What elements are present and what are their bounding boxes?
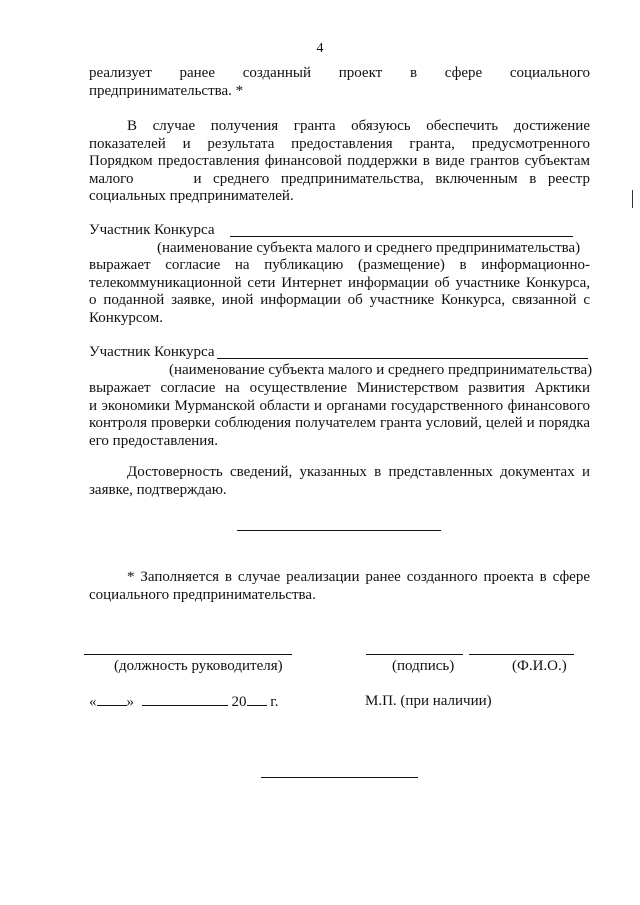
participant-name-line[interactable]: [230, 236, 573, 237]
quote-open: «: [89, 694, 97, 710]
text-line: и экономики Мурманской области и органами государственного финансового: [89, 397, 590, 414]
full-name-line[interactable]: [469, 654, 574, 655]
paragraph-confirmation: [89, 464, 590, 499]
year-suffix: г.: [270, 694, 279, 710]
text-fragment: и среднего предпринимательства, включенным в реестр: [193, 170, 590, 187]
year-prefix: 20: [231, 694, 247, 710]
stamp-label: М.П. (при наличии): [365, 693, 492, 709]
bottom-separator-line: [261, 777, 418, 778]
text-line: о поданной заявке, иной информации об участнике Конкурса, связанной с: [89, 292, 590, 308]
year-blank[interactable]: [247, 693, 267, 706]
text-line: социального предпринимательства.: [89, 586, 316, 603]
text-line: Достоверность сведений, указанных в представленных документах и: [127, 464, 590, 480]
participant-label: Участник Конкурса: [89, 222, 215, 238]
text-line: телекоммуникационной сети Интернет информации об участнике Конкурса,: [89, 274, 590, 291]
text-line: заявке, подтверждаю.: [89, 481, 227, 498]
page-number: 4: [316, 41, 324, 56]
participant-caption: (наименование субъекта малого и среднего предпринимательства): [157, 240, 581, 256]
month-blank[interactable]: [142, 693, 228, 706]
paragraph-consent-publication: [89, 257, 590, 327]
footnote: [89, 569, 590, 604]
text-line: выражает согласие на осуществление Министерством развития Арктики: [89, 380, 590, 396]
day-blank[interactable]: [97, 693, 127, 706]
text-line: Порядком предоставления финансовой поддержки в виде грантов субъектам: [89, 153, 590, 169]
participant-name-line[interactable]: [217, 358, 588, 359]
separator-line: [237, 530, 441, 531]
scan-edge-mark: [632, 190, 633, 208]
full-name-caption: (Ф.И.О.): [512, 658, 567, 674]
text-line: социальных предпринимателей.: [89, 188, 294, 204]
paragraph-consent-control: [89, 380, 590, 450]
text-line: [89, 171, 590, 189]
position-caption: (должность руководителя): [114, 658, 283, 674]
text-line: контроля проверки соблюдения получателем гранта условий, целей и порядка: [89, 415, 590, 431]
text-line: предпринимательства. *: [89, 82, 244, 99]
date-field: [89, 693, 278, 712]
quote-close: »: [126, 694, 134, 710]
text-line: Конкурсом.: [89, 309, 163, 326]
text-line: показателей и результата предоставления гранта, предусмотренного: [89, 135, 590, 152]
text-line: реализует ранее созданный проект в сфере социального: [89, 65, 590, 81]
position-line[interactable]: [84, 654, 292, 655]
text-line: * Заполняется в случае реализации ранее созданного проекта в сфере: [127, 569, 590, 585]
text-line: В случае получения гранта обязуюсь обеспечить достижение: [127, 118, 590, 134]
paragraph-project: [89, 65, 590, 100]
paragraph-obligation: [89, 118, 590, 206]
text-line: выражает согласие на публикацию (размещение) в информационно-: [89, 257, 590, 273]
participant-label: Участник Конкурса: [89, 344, 215, 360]
text-fragment: малого: [89, 170, 134, 187]
signature-caption: (подпись): [392, 658, 455, 674]
signature-line[interactable]: [366, 654, 463, 655]
text-line: его предоставления.: [89, 432, 218, 449]
participant-caption: (наименование субъекта малого и среднего предпринимательства): [169, 362, 593, 378]
